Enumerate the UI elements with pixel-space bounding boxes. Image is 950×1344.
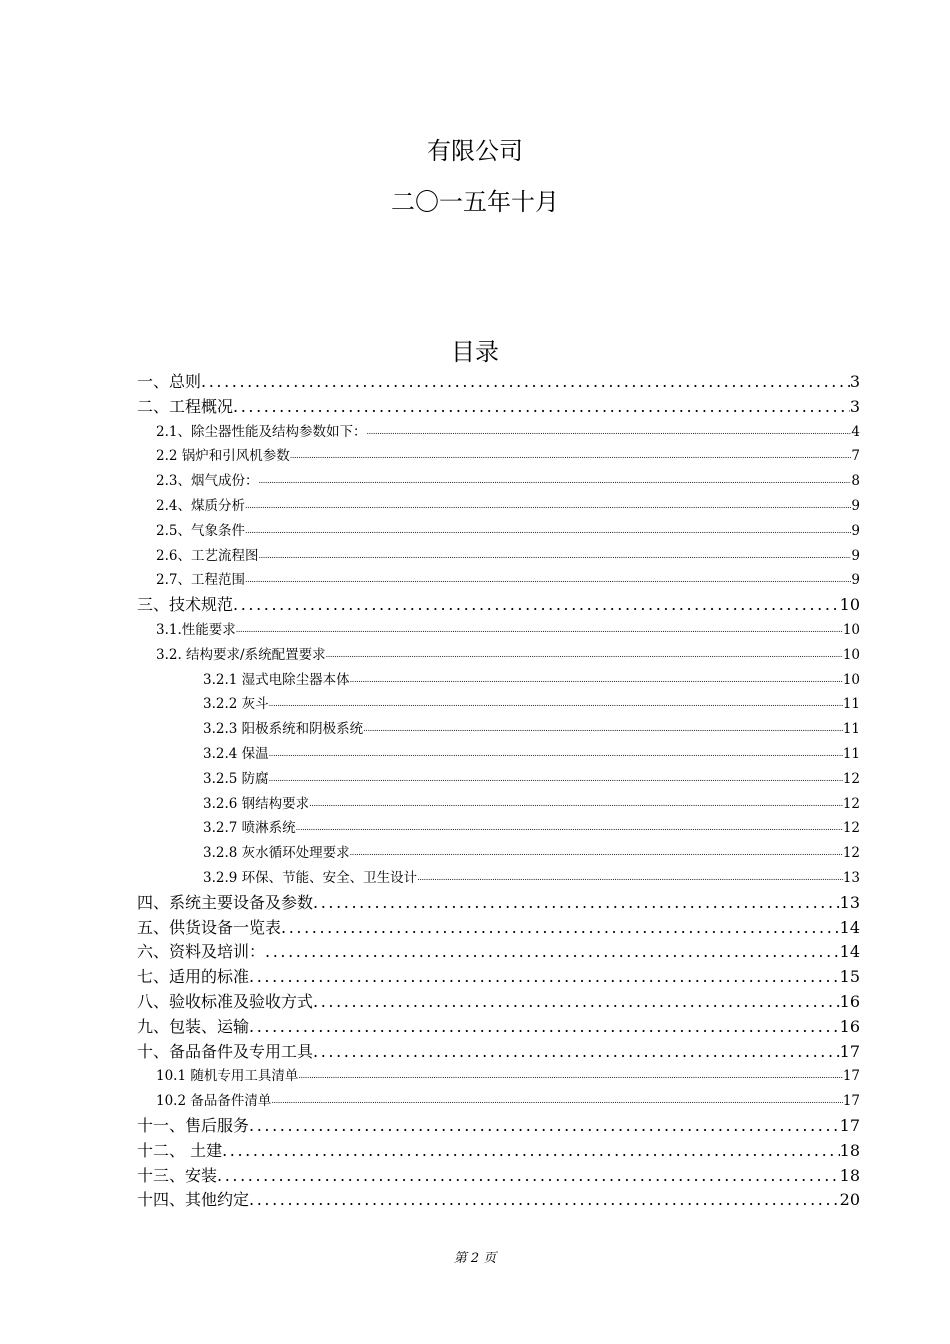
toc-leader-dots [363,717,843,742]
toc-entry-page: 7 [851,448,860,465]
toc-entry-page: 10 [842,646,860,663]
toc-entry-title: 2.3、烟气成份： [156,473,259,490]
toc-leader-dots [298,1064,842,1089]
toc-entry-page: 17 [839,1041,860,1061]
company-name: 有限公司 [427,137,523,165]
toc-entry-page: 16 [839,1016,860,1036]
toc-entry-title: 3.2.3 阳极系统和阴极系统 [203,721,364,738]
toc-leader-dots [245,568,851,593]
toc-entry[interactable] [137,544,860,569]
toc-entry-title: 10.2 备品备件清单 [156,1093,272,1110]
toc-leader-dots [233,593,840,618]
toc-leader-dots [258,544,851,569]
toc-entry-title: 一、总则 [137,372,202,391]
toc-leader-dots [249,1114,840,1139]
toc-leader-dots [269,692,843,717]
toc-leader-dots [245,519,851,544]
table-of-contents [137,370,860,1213]
toc-leader-dots [249,1188,840,1213]
toc-entry-page: 11 [842,745,860,762]
toc-entry-title: 3.2. 结构要求/系统配置要求 [156,646,326,663]
toc-leader-dots [236,618,843,643]
toc-entry[interactable] [137,692,860,717]
toc-entry[interactable] [137,717,860,742]
toc-leader-dots [258,469,851,494]
document-date: 二〇一五年十月 [391,188,559,216]
toc-leader-dots [417,866,843,891]
toc-entry-page: 11 [842,721,860,738]
toc-entry[interactable] [137,965,860,990]
toc-leader-dots [201,370,850,395]
toc-entry-title: 3.2.1 湿式电除尘器本体 [203,671,350,688]
toc-entry-page: 12 [842,795,860,812]
toc-entry-page: 9 [851,497,860,514]
toc-entry-page: 12 [842,845,860,862]
toc-entry[interactable] [137,1064,860,1089]
toc-entry-title: 3.2.8 灰水循环处理要求 [203,845,350,862]
toc-entry[interactable] [137,420,860,445]
toc-leader-dots [281,916,840,941]
toc-entry-title: 二、工程概况 [137,396,234,416]
toc-entry-title: 十二、 土建 [137,1140,223,1160]
toc-entry-title: 2.1、除尘器性能及结构参数如下： [156,423,367,440]
toc-entry[interactable] [137,568,860,593]
toc-entry-title: 十一、售后服务 [137,1115,250,1135]
toc-leader-dots [326,643,843,668]
toc-entry-page: 17 [842,1068,860,1085]
toc-entry[interactable] [137,816,860,841]
toc-entry-page: 3 [849,372,860,391]
page-number: 第 2 页 [453,1251,497,1266]
toc-leader-dots [269,767,843,792]
toc-entry[interactable] [137,792,860,817]
toc-leader-dots [271,1089,842,1114]
toc-entry-title: 2.4、煤质分析 [156,497,245,514]
toc-entry-title: 2.2 锅炉和引风机参数 [156,448,290,465]
toc-title: 目录 [451,338,499,366]
toc-leader-dots [269,742,843,767]
toc-leader-dots [265,940,840,965]
toc-entry-page: 10 [839,595,860,615]
toc-entry-page: 10 [842,621,860,638]
toc-leader-dots [313,990,840,1015]
toc-entry[interactable] [137,767,860,792]
toc-entry-page: 13 [839,892,860,912]
toc-entry-page: 4 [851,423,860,440]
toc-entry-page: 17 [842,1093,860,1110]
toc-entry-title: 十三、安装 [137,1165,218,1185]
toc-entry-title: 2.7、工程范围 [156,572,245,589]
toc-entry[interactable] [137,1139,860,1164]
toc-entry[interactable] [137,940,860,965]
toc-entry[interactable] [137,742,860,767]
toc-entry-title: 四、系统主要设备及参数 [137,892,314,912]
toc-entry[interactable] [137,668,860,693]
toc-entry[interactable] [137,395,860,420]
toc-entry-page: 15 [839,967,860,987]
toc-leader-dots [245,494,851,519]
toc-entry-title: 十四、其他约定 [137,1190,250,1210]
toc-leader-dots [217,1164,840,1189]
toc-leader-dots [233,395,850,420]
toc-entry-title: 五、供货设备一览表 [137,917,282,937]
toc-entry-title: 十、备品备件及专用工具 [137,1041,314,1061]
toc-entry-title: 3.2.5 防腐 [203,770,269,787]
toc-entry-title: 三、技术规范 [137,595,234,615]
toc-entry[interactable] [137,469,860,494]
toc-leader-dots [350,668,843,693]
toc-entry-page: 13 [842,869,860,886]
toc-entry-title: 3.1.性能要求 [156,621,236,638]
toc-entry[interactable] [137,1164,860,1189]
toc-entry-page: 3 [849,396,860,416]
toc-entry[interactable] [137,1089,860,1114]
toc-entry-page: 18 [839,1165,860,1185]
toc-entry-title: 九、包装、运输 [137,1016,250,1036]
toc-leader-dots [309,792,843,817]
toc-entry[interactable] [137,866,860,891]
toc-entry-title: 3.2.7 喷淋系统 [203,820,296,837]
toc-entry-title: 2.6、工艺流程图 [156,547,259,564]
toc-leader-dots [313,891,840,916]
toc-entry-title: 八、验收标准及验收方式 [137,991,314,1011]
toc-entry[interactable] [137,618,860,643]
toc-entry-page: 12 [842,820,860,837]
toc-entry-page: 18 [839,1140,860,1160]
toc-entry-page: 11 [842,696,860,713]
toc-entry[interactable] [137,519,860,544]
toc-entry-title: 3.2.2 灰斗 [203,696,269,713]
toc-entry[interactable] [137,990,860,1015]
toc-entry-page: 16 [839,991,860,1011]
toc-entry-page: 9 [851,547,860,564]
toc-entry-title: 六、资料及培训： [137,942,266,962]
toc-entry-title: 七、适用的标准 [137,967,250,987]
toc-entry[interactable] [137,841,860,866]
toc-entry-page: 10 [842,671,860,688]
toc-leader-dots [350,841,843,866]
toc-entry-title: 10.1 随机专用工具清单 [156,1068,299,1085]
toc-leader-dots [222,1139,840,1164]
toc-leader-dots [249,965,840,990]
toc-entry[interactable] [137,593,860,618]
toc-entry-page: 12 [842,770,860,787]
toc-entry[interactable] [137,643,860,668]
toc-entry-title: 3.2.6 钢结构要求 [203,795,310,812]
toc-leader-dots [290,444,852,469]
toc-entry-title: 3.2.4 保温 [203,745,269,762]
toc-entry-title: 2.5、气象条件 [156,522,245,539]
toc-entry-page: 9 [851,522,860,539]
toc-entry-page: 14 [839,942,860,962]
toc-entry[interactable] [137,1015,860,1040]
toc-entry-page: 8 [851,473,860,490]
toc-leader-dots [296,816,843,841]
toc-entry[interactable] [137,370,860,395]
toc-entry-page: 20 [839,1190,860,1210]
toc-entry[interactable] [137,494,860,519]
toc-leader-dots [313,1040,840,1065]
toc-entry-page: 14 [839,917,860,937]
toc-entry[interactable] [137,1114,860,1139]
toc-leader-dots [366,420,851,445]
toc-entry-title: 3.2.9 环保、节能、安全、卫生设计 [203,869,418,886]
toc-leader-dots [249,1015,840,1040]
toc-entry[interactable] [137,891,860,916]
toc-entry-page: 9 [851,572,860,589]
toc-entry-page: 17 [839,1115,860,1135]
toc-entry[interactable] [137,1188,860,1213]
toc-entry[interactable] [137,444,860,469]
toc-entry[interactable] [137,916,860,941]
toc-entry[interactable] [137,1040,860,1065]
